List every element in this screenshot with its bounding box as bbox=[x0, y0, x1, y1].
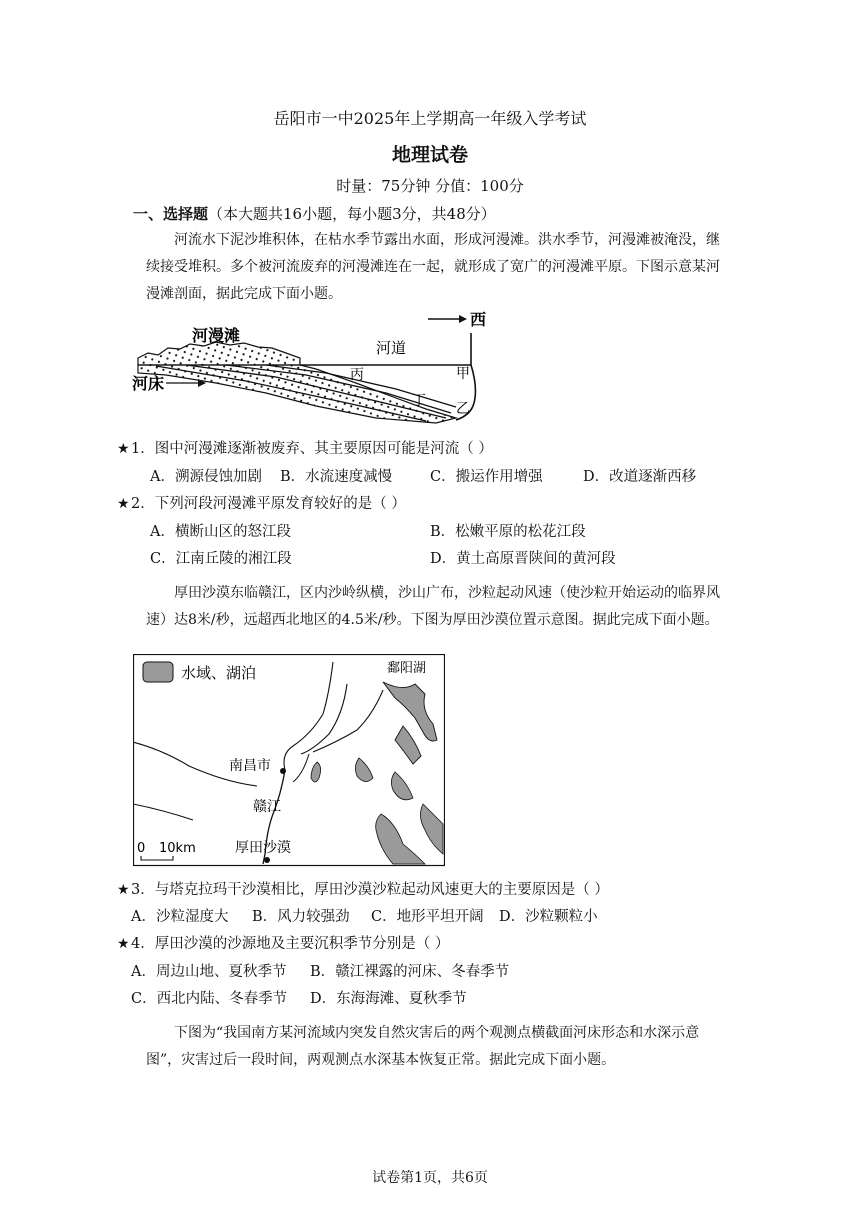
floodplain-label: 河漫滩 bbox=[192, 326, 241, 345]
desert-label: 厚田沙漠 bbox=[235, 840, 291, 856]
riverbed-label: 河床 bbox=[132, 374, 165, 393]
question-4 bbox=[117, 932, 450, 953]
q4-option-c[interactable]: C．西北内陆、冬春季节 bbox=[131, 991, 288, 1007]
floodplain-surface bbox=[138, 342, 300, 365]
scale-label: 10km bbox=[159, 841, 196, 856]
subject-title: 地理试卷 bbox=[391, 144, 468, 166]
direction-label: 西 bbox=[470, 310, 487, 329]
q3-option-d[interactable]: D．沙粒颗粒小 bbox=[499, 909, 598, 925]
question-2-stem: 2．下列河段河漫滩平原发育较好的是（ ） bbox=[131, 496, 406, 512]
q3-option-b[interactable]: B．风力较强劲 bbox=[252, 909, 350, 925]
q2-option-d[interactable]: D．黄土高原晋陕间的黄河段 bbox=[430, 551, 616, 567]
q3-option-a[interactable]: A．沙粒湿度大 bbox=[131, 909, 229, 925]
question-1 bbox=[117, 437, 493, 458]
q1-option-b[interactable]: B．水流速度减慢 bbox=[280, 469, 393, 485]
passage-hazard: 下图为“我国南方某河流域内突发自然灾害后的两个观测点横截面河床形态和水深示意图”，灾害过后一段时间，两观测点水深基本恢复正常。据此完成下面小题。 bbox=[146, 1025, 700, 1068]
question-3-stem: 3．与塔克拉玛干沙漠相比，厚田沙漠沙粒起动风速更大的主要原因是（ ） bbox=[131, 882, 609, 898]
q1-option-a[interactable]: A．溯源侵蚀加剧 bbox=[150, 469, 262, 485]
scale-zero: 0 bbox=[137, 841, 146, 856]
school-title: 岳阳市一中2025年上学期高一年级入学考试 bbox=[273, 109, 587, 128]
section-heading bbox=[133, 203, 496, 224]
city-marker bbox=[280, 768, 286, 774]
question-2 bbox=[117, 492, 406, 513]
section-note: （本大题共16小题，每小题3分，共48分） bbox=[208, 205, 496, 223]
question-3 bbox=[117, 878, 609, 899]
channel-label: 河道 bbox=[376, 339, 407, 357]
desert-marker bbox=[264, 857, 270, 863]
floodplain-figure bbox=[126, 303, 506, 428]
passage-floodplain: 河流水下泥沙堆积体，在枯水季节露出水面，形成河漫滩。洪水季节，河漫滩被淹没，继续接受堆积。多个被河流废弃的河漫滩连在一起，就形成了宽广的河漫滩平原。下图示意某河漫滩剖面，据此完成下面小题。 bbox=[146, 232, 720, 302]
q1-option-d[interactable]: D．改道逐渐西移 bbox=[583, 469, 697, 485]
star-icon: ★ bbox=[117, 496, 130, 512]
q2-option-b[interactable]: B．松嫩平原的松花江段 bbox=[430, 524, 586, 540]
point-bing-label: 丙 bbox=[350, 367, 364, 383]
star-icon: ★ bbox=[117, 441, 130, 457]
water-legend-swatch bbox=[143, 662, 173, 682]
river-label: 赣江 bbox=[253, 799, 281, 815]
passage-desert: 厚田沙漠东临赣江，区内沙岭纵横，沙山广布，沙粒起动风速（使沙粒开始运动的临界风速）达8米/秒，远超西北地区的4.5米/秒。下图为厚田沙漠位置示意图。据此完成下面小题。 bbox=[146, 585, 720, 628]
q4-option-a[interactable]: A．周边山地、夏秋季节 bbox=[131, 964, 287, 980]
west-arrow-head bbox=[459, 315, 467, 323]
q1-option-c[interactable]: C．搬运作用增强 bbox=[430, 469, 543, 485]
star-icon: ★ bbox=[117, 936, 130, 952]
section-title: 一、选择题 bbox=[133, 205, 209, 223]
exam-meta: 时量：75分钟 分值：100分 bbox=[336, 177, 524, 195]
lake-label: 鄱阳湖 bbox=[387, 661, 427, 676]
q2-option-a[interactable]: A．横断山区的怒江段 bbox=[150, 524, 291, 540]
point-ding-label: 丁 bbox=[412, 393, 426, 409]
point-jia-label: 甲 bbox=[456, 366, 470, 382]
q3-option-c[interactable]: C．地形平坦开阔 bbox=[371, 909, 484, 925]
question-4-stem: 4．厚田沙漠的沙源地及主要沉积季节分别是（ ） bbox=[131, 936, 450, 952]
q4-option-b[interactable]: B．赣江裸露的河床、冬春季节 bbox=[310, 964, 510, 980]
q4-option-d[interactable]: D．东海海滩、夏秋季节 bbox=[310, 991, 467, 1007]
desert-location-map bbox=[133, 654, 445, 868]
legend-label: 水域、湖泊 bbox=[181, 664, 257, 682]
star-icon: ★ bbox=[117, 882, 130, 898]
q2-option-c[interactable]: C．江南丘陵的湘江段 bbox=[150, 551, 292, 567]
point-yi-label: 乙 bbox=[456, 401, 470, 417]
question-1-stem: 1．图中河漫滩逐渐被废弃、其主要原因可能是河流（ ） bbox=[131, 441, 493, 457]
city-label: 南昌市 bbox=[229, 758, 271, 774]
page-footer: 试卷第1页，共6页 bbox=[372, 1170, 488, 1186]
